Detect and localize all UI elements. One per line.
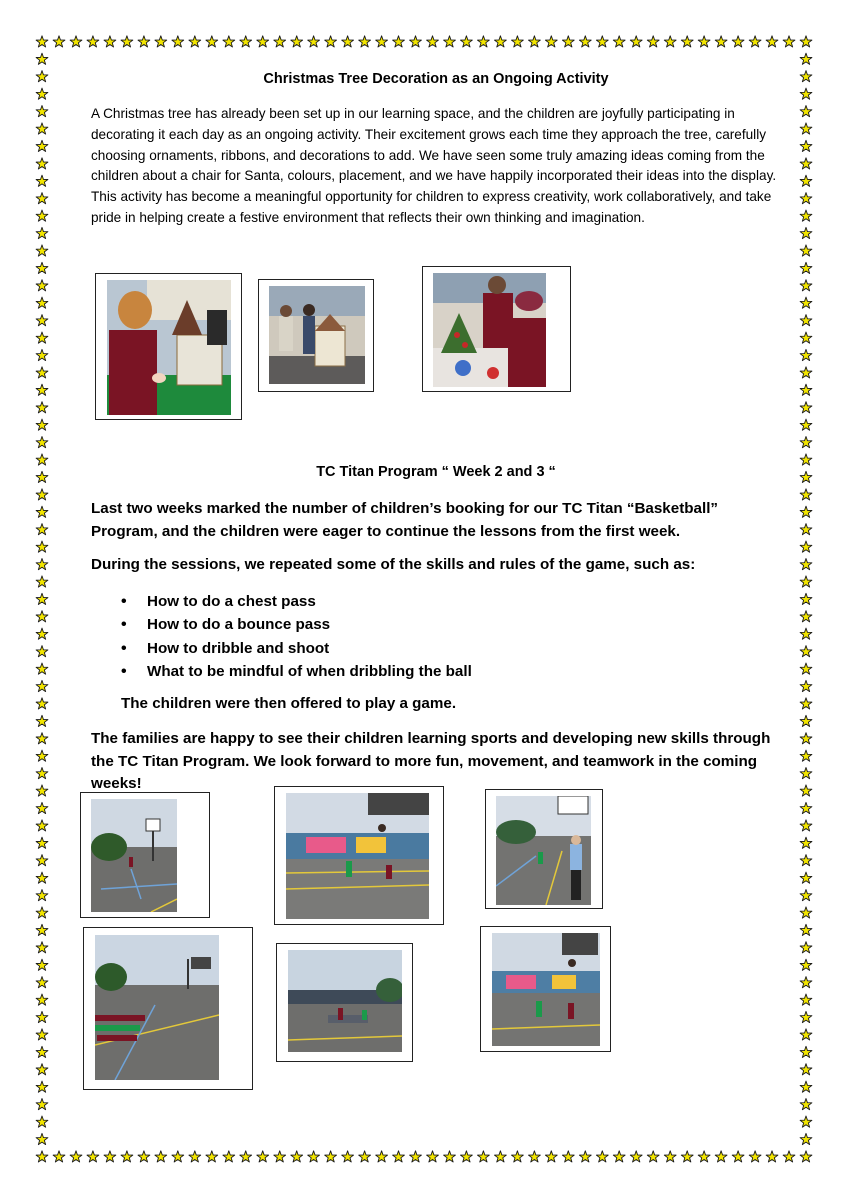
star-icon xyxy=(800,88,812,99)
star-icon xyxy=(800,489,812,500)
star-icon xyxy=(240,1151,252,1162)
star-icon xyxy=(800,855,812,866)
star-icon xyxy=(206,36,218,47)
star-icon xyxy=(715,36,727,47)
star-icon xyxy=(36,71,48,82)
star-icon xyxy=(579,36,591,47)
titan-title: TC Titan Program “ Week 2 and 3 “ xyxy=(316,464,556,480)
star-icon xyxy=(36,367,48,378)
star-icon xyxy=(36,959,48,970)
star-icon xyxy=(36,454,48,465)
star-icon xyxy=(495,1151,507,1162)
star-icon xyxy=(36,541,48,552)
star-icon xyxy=(800,506,812,517)
star-icon xyxy=(410,1151,422,1162)
star-icon xyxy=(783,36,795,47)
star-icon xyxy=(138,1151,150,1162)
star-icon xyxy=(664,36,676,47)
star-icon xyxy=(800,227,812,238)
star-icon xyxy=(36,175,48,186)
photo-christmas-3 xyxy=(422,266,571,392)
star-icon xyxy=(800,733,812,744)
star-icon xyxy=(36,123,48,134)
photo-basketball-3 xyxy=(485,789,603,909)
star-icon xyxy=(206,1151,218,1162)
star-icon xyxy=(121,1151,133,1162)
star-icon xyxy=(121,36,133,47)
star-icon xyxy=(800,977,812,988)
star-icon xyxy=(342,36,354,47)
star-icon xyxy=(36,280,48,291)
star-icon xyxy=(749,36,761,47)
photo-basketball-2 xyxy=(274,786,444,925)
star-icon xyxy=(36,1099,48,1110)
star-icon xyxy=(800,175,812,186)
star-icon xyxy=(291,1151,303,1162)
star-icon xyxy=(800,1099,812,1110)
star-icon xyxy=(630,36,642,47)
star-icon xyxy=(766,1151,778,1162)
skills-list xyxy=(121,590,472,683)
star-icon xyxy=(36,210,48,221)
star-icon xyxy=(800,611,812,622)
star-icon xyxy=(800,71,812,82)
star-icon xyxy=(478,1151,490,1162)
star-icon xyxy=(800,1116,812,1127)
star-icon xyxy=(800,1011,812,1022)
star-icon xyxy=(376,36,388,47)
star-icon xyxy=(36,680,48,691)
star-icon xyxy=(223,36,235,47)
star-icon xyxy=(36,524,48,535)
star-icon xyxy=(800,158,812,169)
star-icon xyxy=(800,593,812,604)
star-icon xyxy=(800,419,812,430)
skill-item: • How to do a chest pass xyxy=(121,590,472,613)
star-icon xyxy=(36,924,48,935)
star-icon xyxy=(732,1151,744,1162)
star-icon xyxy=(53,1151,65,1162)
titan-intro: Last two weeks marked the number of children’s booking for our TC Titan “Basketball” Program, and the children were eager to continue the lessons from the first week. xyxy=(91,500,719,540)
star-icon xyxy=(104,36,116,47)
star-icon xyxy=(104,1151,116,1162)
star-icon xyxy=(512,36,524,47)
photo-christmas-2 xyxy=(258,279,374,392)
photo-basketball-4 xyxy=(83,927,253,1090)
star-icon xyxy=(36,402,48,413)
star-icon xyxy=(325,36,337,47)
star-icon xyxy=(36,1046,48,1057)
star-icon xyxy=(461,36,473,47)
star-icon xyxy=(36,1081,48,1092)
skill-item: • What to be mindful of when dribbling the ball xyxy=(121,660,472,683)
star-icon xyxy=(36,1151,48,1162)
christmas-paragraph: A Christmas tree has already been set up in our learning space, and the children are joyfully participating in decorating it each day as an ongoing activity. Their excitement grows each time they approach the tree, carefully choosing ornaments, ribbons, and decorations to add. We have seen some truly amazing ideas coming from the children about a chair for Santa, colours, placement, and we have happily incorporated their ideas into the display. This activity has become a meaningful opportunity for children to express creativity, work collaboratively, and take pride in helping create a festive environment that reflects their own thinking and imagination. xyxy=(91,106,777,225)
star-icon xyxy=(189,1151,201,1162)
star-icon xyxy=(800,663,812,674)
star-icon xyxy=(172,36,184,47)
star-icon xyxy=(545,1151,557,1162)
star-icon xyxy=(529,36,541,47)
star-icon xyxy=(155,36,167,47)
star-icon xyxy=(172,1151,184,1162)
star-icon xyxy=(274,1151,286,1162)
star-icon xyxy=(800,541,812,552)
star-icon xyxy=(800,628,812,639)
star-icon xyxy=(36,437,48,448)
star-icon xyxy=(681,1151,693,1162)
star-icon xyxy=(529,1151,541,1162)
star-icon xyxy=(291,36,303,47)
photo-basketball-6 xyxy=(480,926,611,1052)
star-icon xyxy=(800,802,812,813)
star-icon xyxy=(36,837,48,848)
star-icon xyxy=(36,890,48,901)
star-icon xyxy=(36,907,48,918)
star-icon xyxy=(36,663,48,674)
star-icon xyxy=(36,419,48,430)
star-icon xyxy=(800,471,812,482)
star-icon xyxy=(36,802,48,813)
star-icon xyxy=(800,384,812,395)
game-sentence: The children were then offered to play a game. xyxy=(121,695,457,712)
star-icon xyxy=(393,1151,405,1162)
star-icon xyxy=(495,36,507,47)
star-icon xyxy=(36,977,48,988)
star-icon xyxy=(36,1116,48,1127)
star-icon xyxy=(36,1133,48,1144)
star-icon xyxy=(800,1151,812,1162)
star-icon xyxy=(427,1151,439,1162)
star-icon xyxy=(240,36,252,47)
titan-closing: The families are happy to see their children learning sports and developing new skills through the TC Titan Program. We look forward to more fun, movement, and teamwork in the coming weeks! xyxy=(91,730,771,792)
star-icon xyxy=(223,1151,235,1162)
star-icon xyxy=(53,36,65,47)
star-icon xyxy=(359,36,371,47)
photo-christmas-1 xyxy=(95,273,242,420)
star-icon xyxy=(444,36,456,47)
star-icon xyxy=(376,1151,388,1162)
star-icon xyxy=(800,402,812,413)
star-icon xyxy=(800,245,812,256)
star-icon xyxy=(800,698,812,709)
star-icon xyxy=(36,349,48,360)
star-icon xyxy=(410,36,422,47)
star-icon xyxy=(800,646,812,657)
photo-basketball-1 xyxy=(80,792,210,918)
star-icon xyxy=(36,872,48,883)
star-icon xyxy=(800,959,812,970)
star-icon xyxy=(800,576,812,587)
star-icon xyxy=(257,1151,269,1162)
star-icon xyxy=(87,36,99,47)
star-icon xyxy=(36,245,48,256)
star-icon xyxy=(800,262,812,273)
star-icon xyxy=(800,768,812,779)
star-icon xyxy=(613,1151,625,1162)
star-icon xyxy=(800,750,812,761)
star-icon xyxy=(36,855,48,866)
star-icon xyxy=(800,820,812,831)
star-icon xyxy=(800,942,812,953)
star-icon xyxy=(274,36,286,47)
star-icon xyxy=(800,837,812,848)
star-icon xyxy=(36,227,48,238)
star-icon xyxy=(800,36,812,47)
star-icon xyxy=(36,332,48,343)
star-icon xyxy=(800,332,812,343)
star-icon xyxy=(257,36,269,47)
star-icon xyxy=(630,1151,642,1162)
star-icon xyxy=(36,611,48,622)
skill-item: • How to dribble and shoot xyxy=(121,637,472,660)
star-icon xyxy=(36,715,48,726)
star-icon xyxy=(36,1064,48,1075)
star-icon xyxy=(36,384,48,395)
star-icon xyxy=(36,1011,48,1022)
star-icon xyxy=(562,36,574,47)
christmas-title: Christmas Tree Decoration as an Ongoing Activity xyxy=(263,71,609,87)
skill-item: • How to do a bounce pass xyxy=(121,613,472,636)
star-icon xyxy=(766,36,778,47)
star-icon xyxy=(36,88,48,99)
star-icon xyxy=(800,123,812,134)
star-icon xyxy=(800,559,812,570)
star-icon xyxy=(800,907,812,918)
star-icon xyxy=(800,53,812,64)
star-icon xyxy=(800,210,812,221)
star-icon xyxy=(36,158,48,169)
star-icon xyxy=(189,36,201,47)
star-icon xyxy=(138,36,150,47)
star-icon xyxy=(800,524,812,535)
star-icon xyxy=(36,576,48,587)
star-icon xyxy=(681,36,693,47)
star-icon xyxy=(393,36,405,47)
star-icon xyxy=(36,785,48,796)
star-icon xyxy=(800,437,812,448)
star-icon xyxy=(70,36,82,47)
star-icon xyxy=(36,106,48,117)
star-icon xyxy=(800,715,812,726)
star-icon xyxy=(613,36,625,47)
star-icon xyxy=(562,1151,574,1162)
star-icon xyxy=(36,193,48,204)
star-icon xyxy=(800,193,812,204)
star-icon xyxy=(36,942,48,953)
star-icon xyxy=(512,1151,524,1162)
star-icon xyxy=(800,280,812,291)
star-icon xyxy=(800,924,812,935)
star-icon xyxy=(36,53,48,64)
star-icon xyxy=(783,1151,795,1162)
star-icon xyxy=(800,1133,812,1144)
star-icon xyxy=(800,872,812,883)
star-icon xyxy=(664,1151,676,1162)
star-icon xyxy=(36,471,48,482)
star-icon xyxy=(155,1151,167,1162)
star-icon xyxy=(36,698,48,709)
star-icon xyxy=(647,1151,659,1162)
star-icon xyxy=(359,1151,371,1162)
star-icon xyxy=(444,1151,456,1162)
star-icon xyxy=(800,680,812,691)
star-icon xyxy=(698,1151,710,1162)
star-icon xyxy=(70,1151,82,1162)
star-icon xyxy=(800,140,812,151)
star-icon xyxy=(800,1029,812,1040)
star-icon xyxy=(579,1151,591,1162)
star-icon xyxy=(36,506,48,517)
titan-sessions: During the sessions, we repeated some of the skills and rules of the game, such as: xyxy=(91,556,696,573)
star-icon xyxy=(36,262,48,273)
star-icon xyxy=(800,1064,812,1075)
star-icon xyxy=(698,36,710,47)
star-icon xyxy=(36,559,48,570)
star-icon xyxy=(596,1151,608,1162)
star-icon xyxy=(36,140,48,151)
star-icon xyxy=(342,1151,354,1162)
star-icon xyxy=(800,106,812,117)
star-icon xyxy=(87,1151,99,1162)
star-icon xyxy=(800,297,812,308)
star-icon xyxy=(647,36,659,47)
star-icon xyxy=(36,628,48,639)
star-icon xyxy=(800,1046,812,1057)
star-icon xyxy=(36,36,48,47)
star-icon xyxy=(36,733,48,744)
star-icon xyxy=(800,785,812,796)
star-icon xyxy=(36,750,48,761)
star-icon xyxy=(800,1081,812,1092)
star-icon xyxy=(36,489,48,500)
star-icon xyxy=(308,1151,320,1162)
photo-basketball-5 xyxy=(276,943,413,1062)
star-icon xyxy=(800,454,812,465)
star-icon xyxy=(36,1029,48,1040)
star-icon xyxy=(36,768,48,779)
star-icon xyxy=(36,994,48,1005)
star-icon xyxy=(800,994,812,1005)
star-icon xyxy=(427,36,439,47)
star-icon xyxy=(732,36,744,47)
star-icon xyxy=(800,367,812,378)
star-icon xyxy=(596,36,608,47)
star-icon xyxy=(36,315,48,326)
star-icon xyxy=(36,297,48,308)
star-icon xyxy=(308,36,320,47)
star-icon xyxy=(36,820,48,831)
star-icon xyxy=(478,36,490,47)
star-icon xyxy=(545,36,557,47)
star-icon xyxy=(36,593,48,604)
star-icon xyxy=(800,315,812,326)
star-icon xyxy=(800,890,812,901)
star-icon xyxy=(749,1151,761,1162)
star-icon xyxy=(325,1151,337,1162)
star-icon xyxy=(36,646,48,657)
star-icon xyxy=(800,349,812,360)
star-icon xyxy=(715,1151,727,1162)
star-icon xyxy=(461,1151,473,1162)
